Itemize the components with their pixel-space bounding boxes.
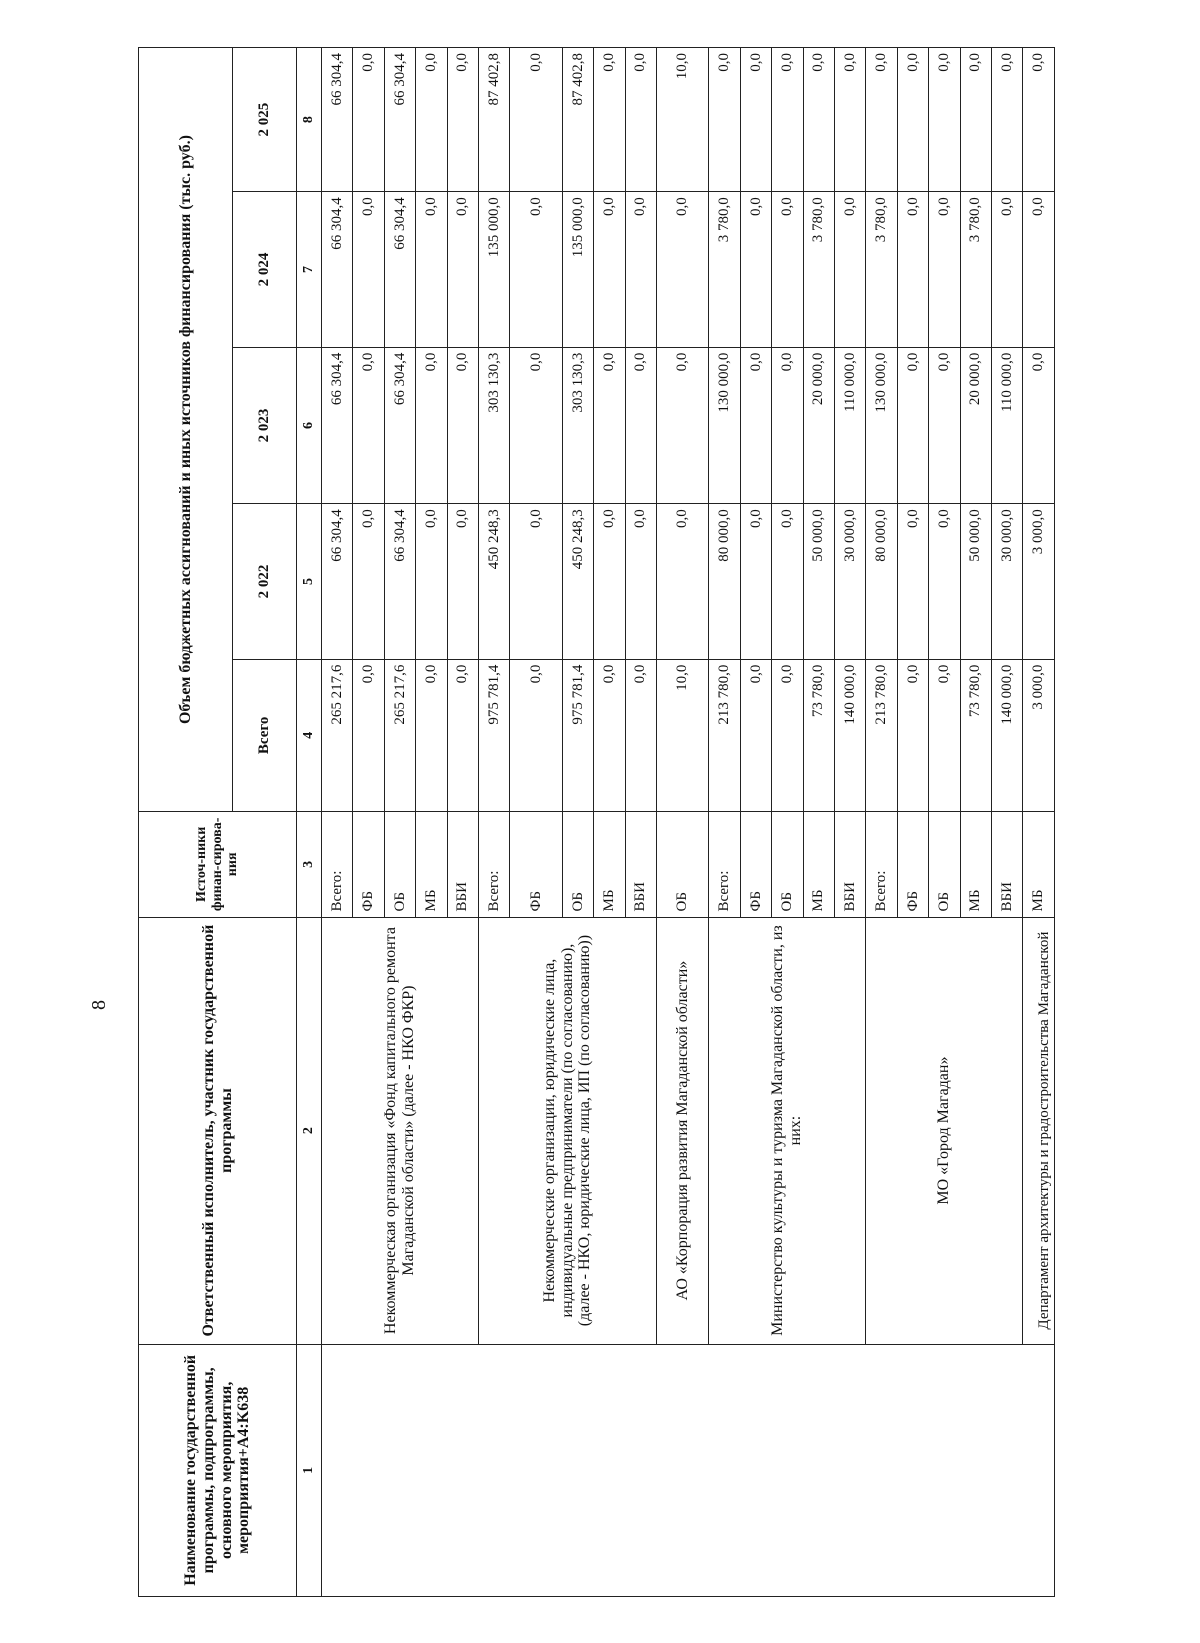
header-year-2022: 2 022 xyxy=(233,504,297,659)
year-value-cell: 0,0 xyxy=(740,347,771,504)
year-value-cell: 0,0 xyxy=(416,504,447,659)
header-year-2023: 2 023 xyxy=(233,347,297,504)
source-cell: ОБ xyxy=(384,812,415,917)
year-value-cell: 0,0 xyxy=(740,192,771,347)
year-value-cell: 0,0 xyxy=(353,504,384,659)
header-source: Источ-ники финан-сирова-ния xyxy=(139,812,297,917)
year-value-cell: 50 000,0 xyxy=(960,504,991,659)
year-value-cell: 66 304,4 xyxy=(384,347,415,504)
source-cell: ОБ xyxy=(657,812,709,917)
year-value-cell: 0,0 xyxy=(772,48,803,192)
column-number: 3 xyxy=(297,812,322,917)
year-value-cell: 0,0 xyxy=(740,504,771,659)
source-cell: МБ xyxy=(1023,812,1055,917)
year-value-cell: 0,0 xyxy=(447,347,478,504)
total-value-cell: 140 000,0 xyxy=(992,659,1023,812)
year-value-cell: 0,0 xyxy=(625,192,656,347)
header-volume: Объем бюджетных ассигнований и иных источников финансирования (тыс. руб.) xyxy=(139,48,233,812)
column-number: 4 xyxy=(297,659,322,812)
year-value-cell: 0,0 xyxy=(353,347,384,504)
executor-cell: Департамент архитектуры и градостроительства Магаданской xyxy=(1023,917,1055,1344)
year-value-cell: 80 000,0 xyxy=(709,504,740,659)
source-cell: ФБ xyxy=(510,812,562,917)
year-value-cell: 0,0 xyxy=(510,48,562,192)
budget-table xyxy=(138,47,1055,1597)
column-number: 1 xyxy=(297,1344,322,1596)
year-value-cell: 30 000,0 xyxy=(834,504,865,659)
column-number: 8 xyxy=(297,48,322,192)
year-value-cell: 0,0 xyxy=(416,192,447,347)
year-value-cell: 0,0 xyxy=(960,48,991,192)
total-value-cell: 0,0 xyxy=(740,659,771,812)
year-value-cell: 3 780,0 xyxy=(803,192,834,347)
year-value-cell: 30 000,0 xyxy=(992,504,1023,659)
year-value-cell: 0,0 xyxy=(834,48,865,192)
year-value-cell: 0,0 xyxy=(803,48,834,192)
year-value-cell: 66 304,4 xyxy=(322,347,353,504)
year-value-cell: 0,0 xyxy=(929,48,960,192)
year-value-cell: 0,0 xyxy=(929,504,960,659)
total-value-cell: 0,0 xyxy=(416,659,447,812)
total-value-cell: 213 780,0 xyxy=(866,659,897,812)
year-value-cell: 66 304,4 xyxy=(384,504,415,659)
source-cell: ОБ xyxy=(562,812,593,917)
source-cell: ВБИ xyxy=(625,812,656,917)
source-cell: Всего: xyxy=(479,812,510,917)
year-value-cell: 0,0 xyxy=(1023,347,1055,504)
header-row-1 xyxy=(139,48,233,1597)
source-cell: ФБ xyxy=(740,812,771,917)
total-value-cell: 0,0 xyxy=(447,659,478,812)
source-cell: МБ xyxy=(803,812,834,917)
year-value-cell: 0,0 xyxy=(897,504,928,659)
year-value-cell: 135 000,0 xyxy=(562,192,593,347)
budget-table-body xyxy=(322,48,1055,1597)
page-number: 8 xyxy=(88,1000,110,1010)
year-value-cell: 0,0 xyxy=(772,347,803,504)
year-value-cell: 0,0 xyxy=(625,347,656,504)
rotated-page xyxy=(138,47,1055,1597)
year-value-cell: 0,0 xyxy=(510,347,562,504)
year-value-cell: 0,0 xyxy=(625,504,656,659)
year-value-cell: 0,0 xyxy=(929,347,960,504)
total-value-cell: 0,0 xyxy=(594,659,625,812)
year-value-cell: 130 000,0 xyxy=(709,347,740,504)
year-value-cell: 0,0 xyxy=(992,48,1023,192)
year-value-cell: 0,0 xyxy=(353,48,384,192)
year-value-cell: 110 000,0 xyxy=(834,347,865,504)
year-value-cell: 0,0 xyxy=(772,192,803,347)
year-value-cell: 0,0 xyxy=(447,192,478,347)
source-cell: МБ xyxy=(594,812,625,917)
total-value-cell: 0,0 xyxy=(625,659,656,812)
year-value-cell: 20 000,0 xyxy=(960,347,991,504)
year-value-cell: 3 780,0 xyxy=(709,192,740,347)
year-value-cell: 0,0 xyxy=(834,192,865,347)
total-value-cell: 73 780,0 xyxy=(803,659,834,812)
table-row xyxy=(322,48,353,1597)
total-value-cell: 140 000,0 xyxy=(834,659,865,812)
year-value-cell: 66 304,4 xyxy=(322,504,353,659)
year-value-cell: 0,0 xyxy=(447,504,478,659)
year-value-cell: 0,0 xyxy=(929,192,960,347)
source-cell: ФБ xyxy=(353,812,384,917)
year-value-cell: 66 304,4 xyxy=(322,192,353,347)
column-number: 7 xyxy=(297,192,322,347)
year-value-cell: 10,0 xyxy=(657,48,709,192)
source-cell: Всего: xyxy=(866,812,897,917)
total-value-cell: 0,0 xyxy=(353,659,384,812)
executor-cell: Некоммерческая организация «Фонд капитального ремонта Магаданской области» (далее - НКО ФКР) xyxy=(322,917,479,1344)
total-value-cell: 0,0 xyxy=(929,659,960,812)
year-value-cell: 66 304,4 xyxy=(384,48,415,192)
column-number: 5 xyxy=(297,504,322,659)
year-value-cell: 3 000,0 xyxy=(1023,504,1055,659)
year-value-cell: 0,0 xyxy=(772,504,803,659)
year-value-cell: 0,0 xyxy=(657,347,709,504)
year-value-cell: 0,0 xyxy=(1023,192,1055,347)
executor-cell: МО «Город Магадан» xyxy=(866,917,1023,1344)
year-value-cell: 0,0 xyxy=(594,192,625,347)
column-number: 2 xyxy=(297,917,322,1344)
header-program-name: Наименование государственной программы, подпрограммы, основного мероприятия, мероприятия+A4:K638 xyxy=(139,1344,297,1596)
year-value-cell: 0,0 xyxy=(657,504,709,659)
source-cell: Всего: xyxy=(322,812,353,917)
source-cell: МБ xyxy=(416,812,447,917)
header-total: Всего xyxy=(233,659,297,812)
source-cell: МБ xyxy=(960,812,991,917)
year-value-cell: 0,0 xyxy=(866,48,897,192)
year-value-cell: 0,0 xyxy=(740,48,771,192)
year-value-cell: 0,0 xyxy=(657,192,709,347)
year-value-cell: 20 000,0 xyxy=(803,347,834,504)
year-value-cell: 0,0 xyxy=(594,347,625,504)
year-value-cell: 0,0 xyxy=(447,48,478,192)
executor-cell: АО «Корпорация развития Магаданской области» xyxy=(657,917,709,1344)
header-executor: Ответственный исполнитель, участник государственной программы xyxy=(139,917,297,1344)
year-value-cell: 0,0 xyxy=(992,192,1023,347)
source-cell: ФБ xyxy=(897,812,928,917)
executor-cell: Министерство культуры и туризма Магаданской области, из них: xyxy=(709,917,866,1344)
year-value-cell: 80 000,0 xyxy=(866,504,897,659)
total-value-cell: 213 780,0 xyxy=(709,659,740,812)
total-value-cell: 0,0 xyxy=(897,659,928,812)
year-value-cell: 0,0 xyxy=(1023,48,1055,192)
source-cell: ОБ xyxy=(772,812,803,917)
total-value-cell: 10,0 xyxy=(657,659,709,812)
year-value-cell: 3 780,0 xyxy=(960,192,991,347)
column-numbers-row xyxy=(297,48,322,1597)
year-value-cell: 66 304,4 xyxy=(322,48,353,192)
year-value-cell: 3 780,0 xyxy=(866,192,897,347)
year-value-cell: 66 304,4 xyxy=(384,192,415,347)
total-value-cell: 975 781,4 xyxy=(562,659,593,812)
year-value-cell: 0,0 xyxy=(510,504,562,659)
year-value-cell: 0,0 xyxy=(625,48,656,192)
source-cell: Всего: xyxy=(709,812,740,917)
year-value-cell: 0,0 xyxy=(416,347,447,504)
header-year-2025: 2 025 xyxy=(233,48,297,192)
executor-cell: Некоммерческие организации, юридические лица, индивидуальные предприниматели (по согласованию), (далее - НКО, юридические лица, ИП (по согласованию)) xyxy=(479,917,657,1344)
year-value-cell: 450 248,3 xyxy=(562,504,593,659)
total-value-cell: 975 781,4 xyxy=(479,659,510,812)
year-value-cell: 0,0 xyxy=(594,48,625,192)
year-value-cell: 450 248,3 xyxy=(479,504,510,659)
source-cell: ВБИ xyxy=(992,812,1023,917)
year-value-cell: 0,0 xyxy=(897,347,928,504)
header-year-2024: 2 024 xyxy=(233,192,297,347)
year-value-cell: 0,0 xyxy=(594,504,625,659)
program-name-cell xyxy=(322,1344,1055,1596)
column-number: 6 xyxy=(297,347,322,504)
year-value-cell: 0,0 xyxy=(897,48,928,192)
year-value-cell: 87 402,8 xyxy=(562,48,593,192)
year-value-cell: 130 000,0 xyxy=(866,347,897,504)
total-value-cell: 0,0 xyxy=(772,659,803,812)
year-value-cell: 0,0 xyxy=(353,192,384,347)
source-cell: ОБ xyxy=(929,812,960,917)
year-value-cell: 87 402,8 xyxy=(479,48,510,192)
year-value-cell: 110 000,0 xyxy=(992,347,1023,504)
total-value-cell: 3 000,0 xyxy=(1023,659,1055,812)
source-cell: ВБИ xyxy=(447,812,478,917)
year-value-cell: 0,0 xyxy=(709,48,740,192)
year-value-cell: 303 130,3 xyxy=(562,347,593,504)
year-value-cell: 303 130,3 xyxy=(479,347,510,504)
total-value-cell: 73 780,0 xyxy=(960,659,991,812)
year-value-cell: 50 000,0 xyxy=(803,504,834,659)
year-value-cell: 0,0 xyxy=(416,48,447,192)
year-value-cell: 135 000,0 xyxy=(479,192,510,347)
source-cell: ВБИ xyxy=(834,812,865,917)
year-value-cell: 0,0 xyxy=(510,192,562,347)
total-value-cell: 265 217,6 xyxy=(322,659,353,812)
year-value-cell: 0,0 xyxy=(897,192,928,347)
total-value-cell: 265 217,6 xyxy=(384,659,415,812)
total-value-cell: 0,0 xyxy=(510,659,562,812)
